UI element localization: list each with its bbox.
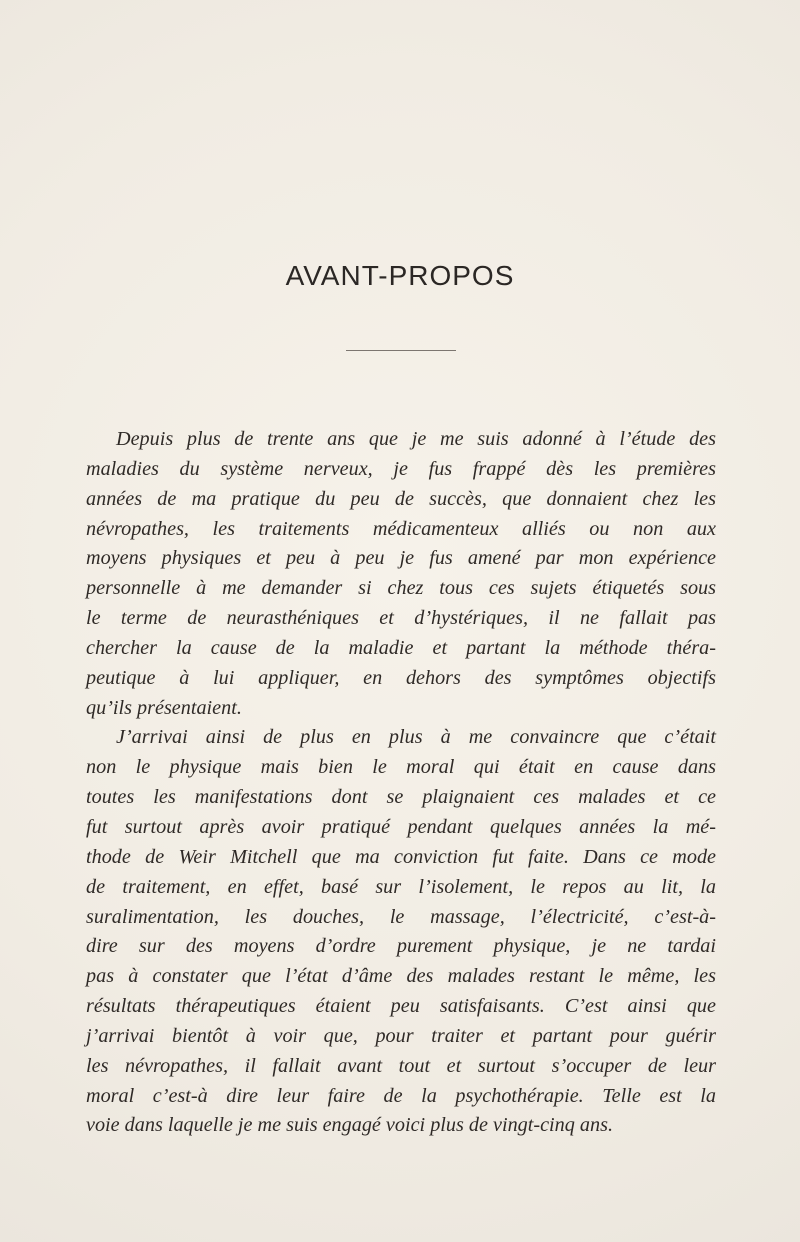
title-divider	[346, 350, 456, 351]
text-line: années de ma pratique du peu de succès, que donnaient chez les	[86, 487, 716, 510]
text-line: non le physique mais bien le moral qui était en cause dans	[86, 756, 716, 779]
text-line: dire sur des moyens d’ordre purement physique, je ne tardai	[86, 935, 716, 958]
text-line: moyens physiques et peu à peu je fus amené par mon expérience	[86, 547, 716, 570]
text-line: personnelle à me demander si chez tous ces sujets étiquetés sous	[86, 577, 716, 600]
page-title: AVANT-PROPOS	[285, 260, 515, 291]
text-line: pas à constater que l’état d’âme des malades restant le même, les	[86, 965, 716, 988]
text-line: résultats thérapeutiques étaient peu satisfaisants. C’est ainsi que	[86, 995, 716, 1018]
text-line: toutes les manifestations dont se plaignaient ces malades et ce	[86, 786, 716, 809]
text-line: suralimentation, les douches, le massage, l’électricité, c’est-à-	[86, 905, 716, 928]
text-line: maladies du système nerveux, je fus frappé dès les premières	[86, 457, 716, 480]
text-line: moral c’est-à dire leur faire de la psychothérapie. Telle est la	[86, 1084, 716, 1107]
paragraph-1	[86, 425, 716, 723]
text-line: de traitement, en effet, basé sur l’isolement, le repos au lit, la	[86, 875, 716, 898]
text-line: thode de Weir Mitchell que ma conviction fut faite. Dans ce mode	[86, 845, 716, 868]
text-line: fut surtout après avoir pratiqué pendant quelques années la mé-	[86, 815, 716, 838]
text-line: le terme de neurasthéniques et d’hystériques, il ne fallait pas	[86, 607, 716, 630]
text-line: névropathes, les traitements médicamenteux alliés ou non aux	[86, 517, 716, 540]
text-line: J’arrivai ainsi de plus en plus à me convaincre que c’était	[116, 726, 716, 749]
text-line: les névropathes, il fallait avant tout et surtout s’occuper de leur	[86, 1054, 716, 1077]
body-text	[86, 425, 716, 1141]
text-line: qu’ils présentaient.	[86, 696, 242, 719]
paragraph-2	[86, 723, 716, 1141]
text-line: voie dans laquelle je me suis engagé voici plus de vingt-cinq ans.	[86, 1114, 613, 1137]
text-line: j’arrivai bientôt à voir que, pour traiter et partant pour guérir	[86, 1024, 716, 1047]
text-line: chercher la cause de la maladie et partant la méthode théra-	[86, 636, 716, 659]
text-line: Depuis plus de trente ans que je me suis adonné à l’étude des	[116, 428, 716, 450]
text-line: peutique à lui appliquer, en dehors des symptômes objectifs	[86, 666, 716, 689]
